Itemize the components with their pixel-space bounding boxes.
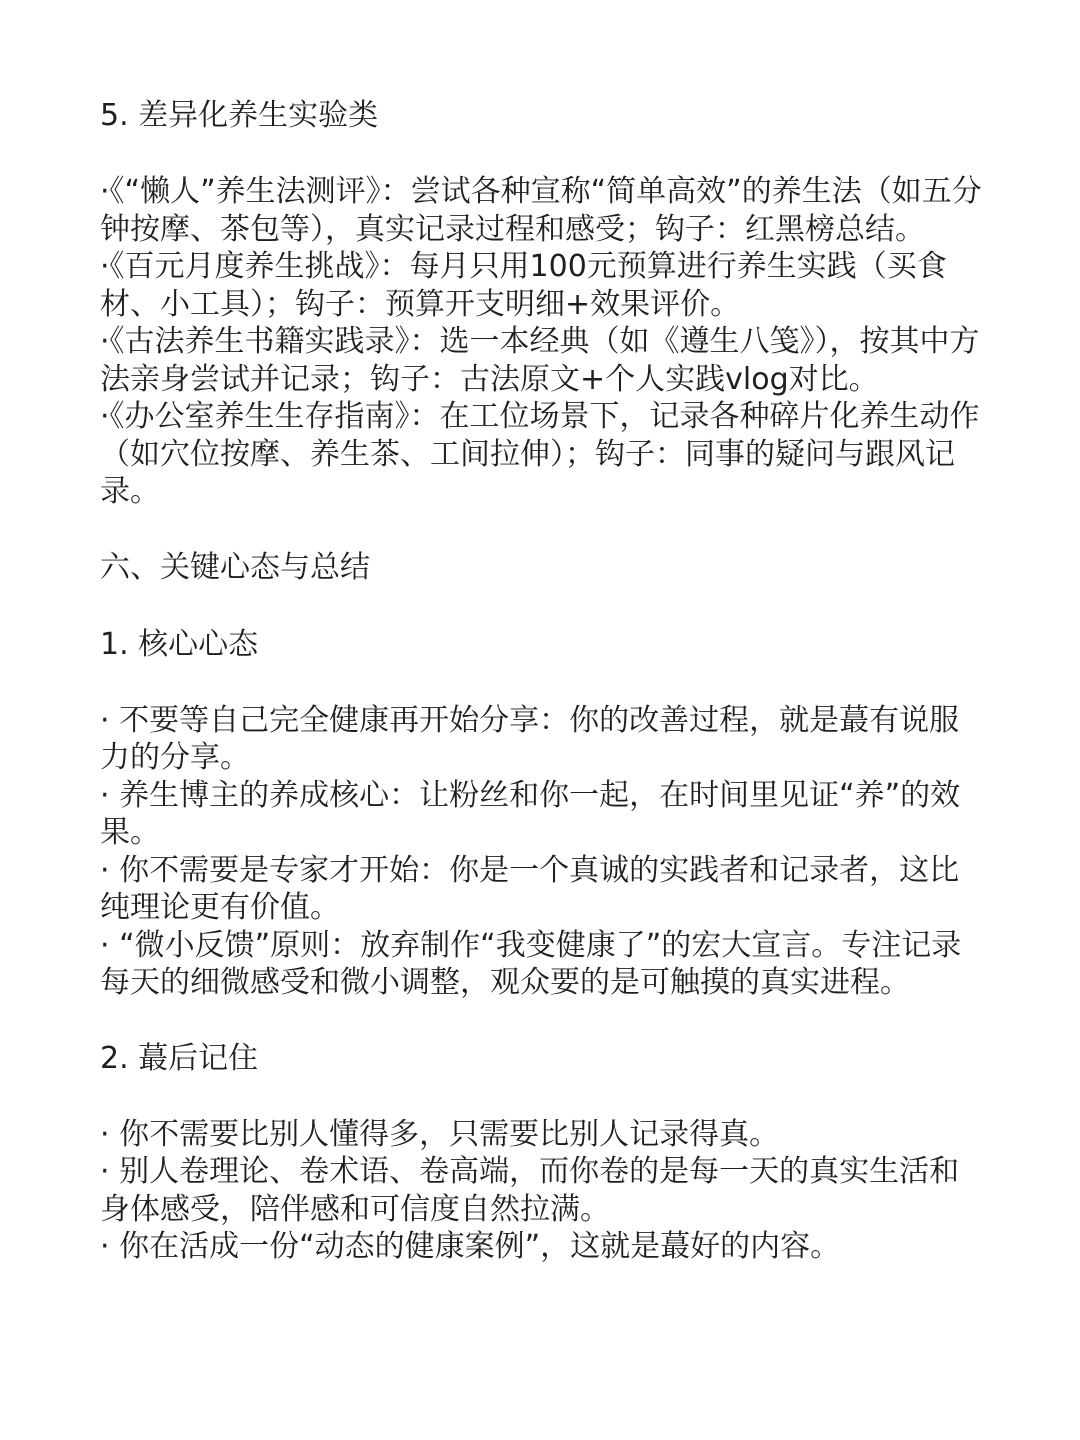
list-item: ·《办公室养生生存指南》：在工位场景下，记录各种碎片化养生动作（如穴位按摩、养生茶、工间拉伸）；钩子：同事的疑问与跟风记录。 [100, 399, 980, 509]
section-title: 1. 核心心态 [100, 626, 259, 662]
article-body [100, 96, 985, 1266]
list-item: · “微小反馈”原则：放弃制作“我变健康了”的宏大宣言。专注记录每天的细微感受和微小调整，观众要的是可触摸的真实进程。 [100, 927, 962, 1000]
section-experiments [100, 96, 985, 511]
section-title: 5. 差异化养生实验类 [100, 98, 379, 133]
section-title: 2. 蕞后记住 [100, 1040, 259, 1076]
section-remember [100, 1039, 985, 1266]
list-item: ·《百元月度养生挑战》：每月只用100元预算进行养生实践（买食材、小工具）；钩子：预算开支明细+效果评价。 [100, 249, 947, 322]
section-core-mindset [100, 625, 985, 1002]
list-item: · 别人卷理论、卷术语、卷高端，而你卷的是每一天的真实生活和身体感受，陪伴感和可信度自然拉满。 [100, 1154, 960, 1227]
list-item: · 你不需要是专家才开始：你是一个真诚的实践者和记录者，这比纯理论更有价值。 [100, 852, 960, 925]
list-item: · 养生博主的养成核心：让粉丝和你一起，在时间里见证“养”的效果。 [100, 777, 961, 850]
section-title: 六、关键心态与总结 [100, 549, 370, 585]
list-item: ·《古法养生书籍实践录》：选一本经典（如《遵生八笺》），按其中方法亲身尝试并记录；钩子：古法原文+个人实践vlog对比。 [100, 324, 980, 397]
list-item: · 你不需要比别人懂得多，只需要比别人记录得真。 [100, 1116, 780, 1152]
list-item: · 不要等自己完全健康再开始分享：你的改善过程，就是蕞有说服力的分享。 [100, 702, 960, 775]
list-item: · 你在活成一份“动态的健康案例”，这就是蕞好的内容。 [100, 1229, 841, 1264]
list-item: ·《“懒人”养生法测评》：尝试各种宣称“简单高效”的养生法（如五分钟按摩、茶包等），真实记录过程和感受；钩子：红黑榜总结。 [100, 174, 982, 247]
section-mindset-summary [100, 548, 985, 588]
